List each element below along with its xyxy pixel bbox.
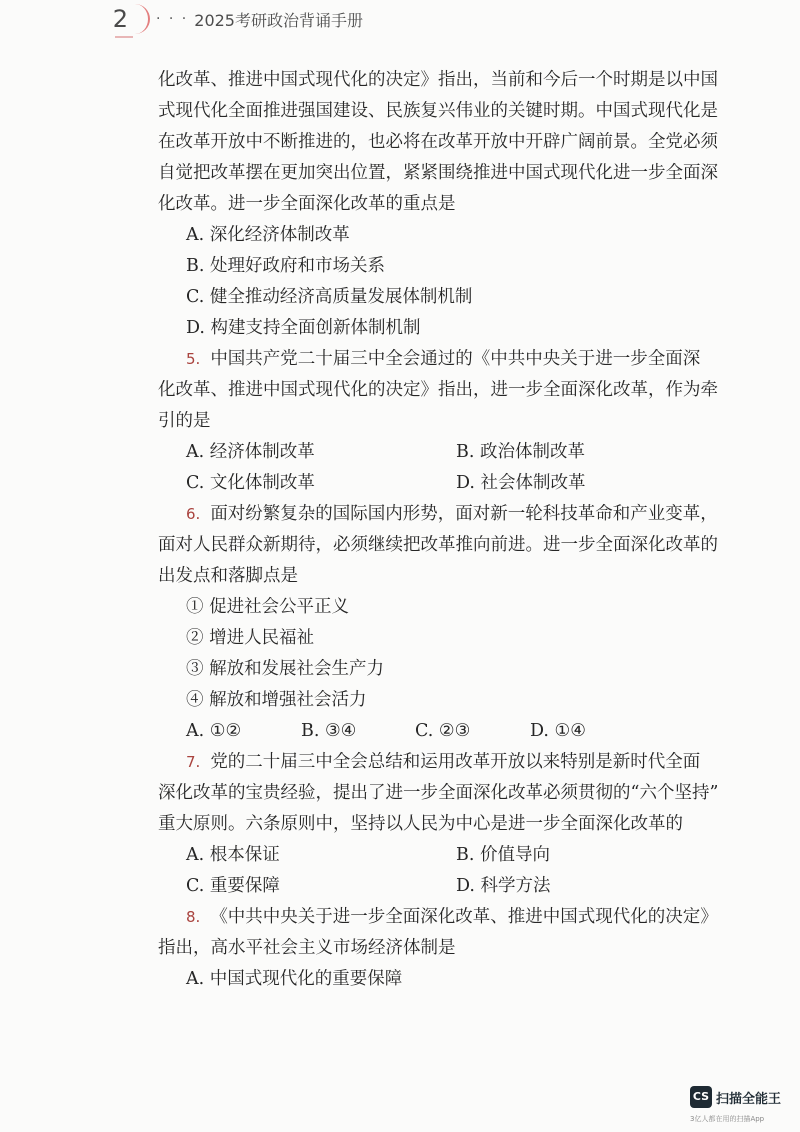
q6-text: 面对纷繁复杂的国际国内形势，面对新一轮科技革命和产业变革，: [210, 504, 718, 524]
q5-option-c: C. 文化体制改革: [186, 473, 315, 493]
page-number: 2: [112, 5, 128, 33]
q6-item-2: ② 增进人民福祉: [186, 628, 315, 648]
q4-option-c: C. 健全推动经济高质量发展体制机制: [186, 287, 473, 307]
q6-option-c: C. ②③: [415, 721, 471, 741]
q6-option-d: D. ①④: [530, 721, 586, 741]
q4-text-line: 化改革。进一步全面深化改革的重点是: [158, 194, 456, 214]
q5-option-d: D. 社会体制改革: [456, 473, 586, 493]
q6-line-3: 出发点和落脚点是: [158, 566, 298, 586]
q6-item-1: ① 促进社会公平正义: [186, 597, 350, 617]
page-header: [100, 2, 363, 36]
header-dots: · · ·: [156, 11, 189, 27]
q7-option-b: B. 价值导向: [456, 845, 550, 865]
scanner-watermark: [690, 1086, 796, 1126]
q4-text-line: 在改革开放中不断推进的，也必将在改革开放中开辟广阔前景。全党必须: [158, 132, 718, 152]
header-decoration: [132, 4, 150, 34]
q5-line-2: 化改革、推进中国式现代化的决定》指出，进一步全面深化改革，作为牵: [158, 380, 718, 400]
q7-option-a: A. 根本保证: [186, 845, 280, 865]
header-underline: [115, 36, 133, 38]
q7-line-2: 深化改革的宝贵经验，提出了进一步全面深化改革必须贯彻的“六个坚持”: [158, 783, 719, 803]
q6-line-2: 面对人民群众新期待，必须继续把改革推向前进。进一步全面深化改革的: [158, 535, 718, 555]
q5-line-3: 引的是: [158, 411, 211, 431]
q5-number: 5.: [186, 350, 201, 368]
q4-text-line: 式现代化全面推进强国建设、民族复兴伟业的关键时期。中国式现代化是: [158, 101, 718, 121]
q7-line-1: [186, 751, 700, 773]
q5-option-a: A. 经济体制改革: [186, 442, 315, 462]
q7-line-3: 重大原则。六条原则中，坚持以人民为中心是进一步全面深化改革的: [158, 814, 683, 834]
q4-text-line: 自觉把改革摆在更加突出位置，紧紧围绕推进中国式现代化进一步全面深: [158, 163, 718, 183]
q5-option-b: B. 政治体制改革: [456, 442, 585, 462]
q6-option-b: B. ③④: [301, 721, 357, 741]
watermark-app-name: 扫描全能王: [716, 1092, 782, 1107]
q8-line-2: 指出，高水平社会主义市场经济体制是: [158, 938, 456, 958]
q6-line-1: [186, 503, 718, 525]
q7-text: 党的二十届三中全会总结和运用改革开放以来特别是新时代全面: [210, 752, 701, 772]
watermark-tagline: 3亿人都在用的扫描App: [690, 1115, 765, 1123]
q7-number: 7.: [186, 753, 201, 771]
q5-text: 中国共产党二十届三中全会通过的《中共中央关于进一步全面深: [210, 349, 701, 369]
q4-text-line: 化改革、推进中国式现代化的决定》指出，当前和今后一个时期是以中国: [158, 70, 718, 90]
q6-option-a: A. ①②: [186, 721, 242, 741]
q7-option-d: D. 科学方法: [456, 876, 551, 896]
q5-line-1: [186, 348, 700, 370]
q8-line-1: [186, 906, 718, 928]
header-title: 2025考研政治背诵手册: [194, 10, 363, 30]
q6-number: 6.: [186, 505, 201, 523]
q7-option-c: C. 重要保障: [186, 876, 280, 896]
q4-option-a: A. 深化经济体制改革: [186, 225, 350, 245]
camscanner-logo-icon: CS: [690, 1086, 712, 1108]
q6-item-4: ④ 解放和增强社会活力: [186, 690, 367, 710]
q8-number: 8.: [186, 908, 201, 926]
q8-text: 《中共中央关于进一步全面深化改革、推进中国式现代化的决定》: [210, 907, 718, 927]
q8-option-a: A. 中国式现代化的重要保障: [186, 969, 403, 989]
q4-option-b: B. 处理好政府和市场关系: [186, 256, 385, 276]
q6-item-3: ③ 解放和发展社会生产力: [186, 659, 385, 679]
q4-option-d: D. 构建支持全面创新体制机制: [186, 318, 421, 338]
